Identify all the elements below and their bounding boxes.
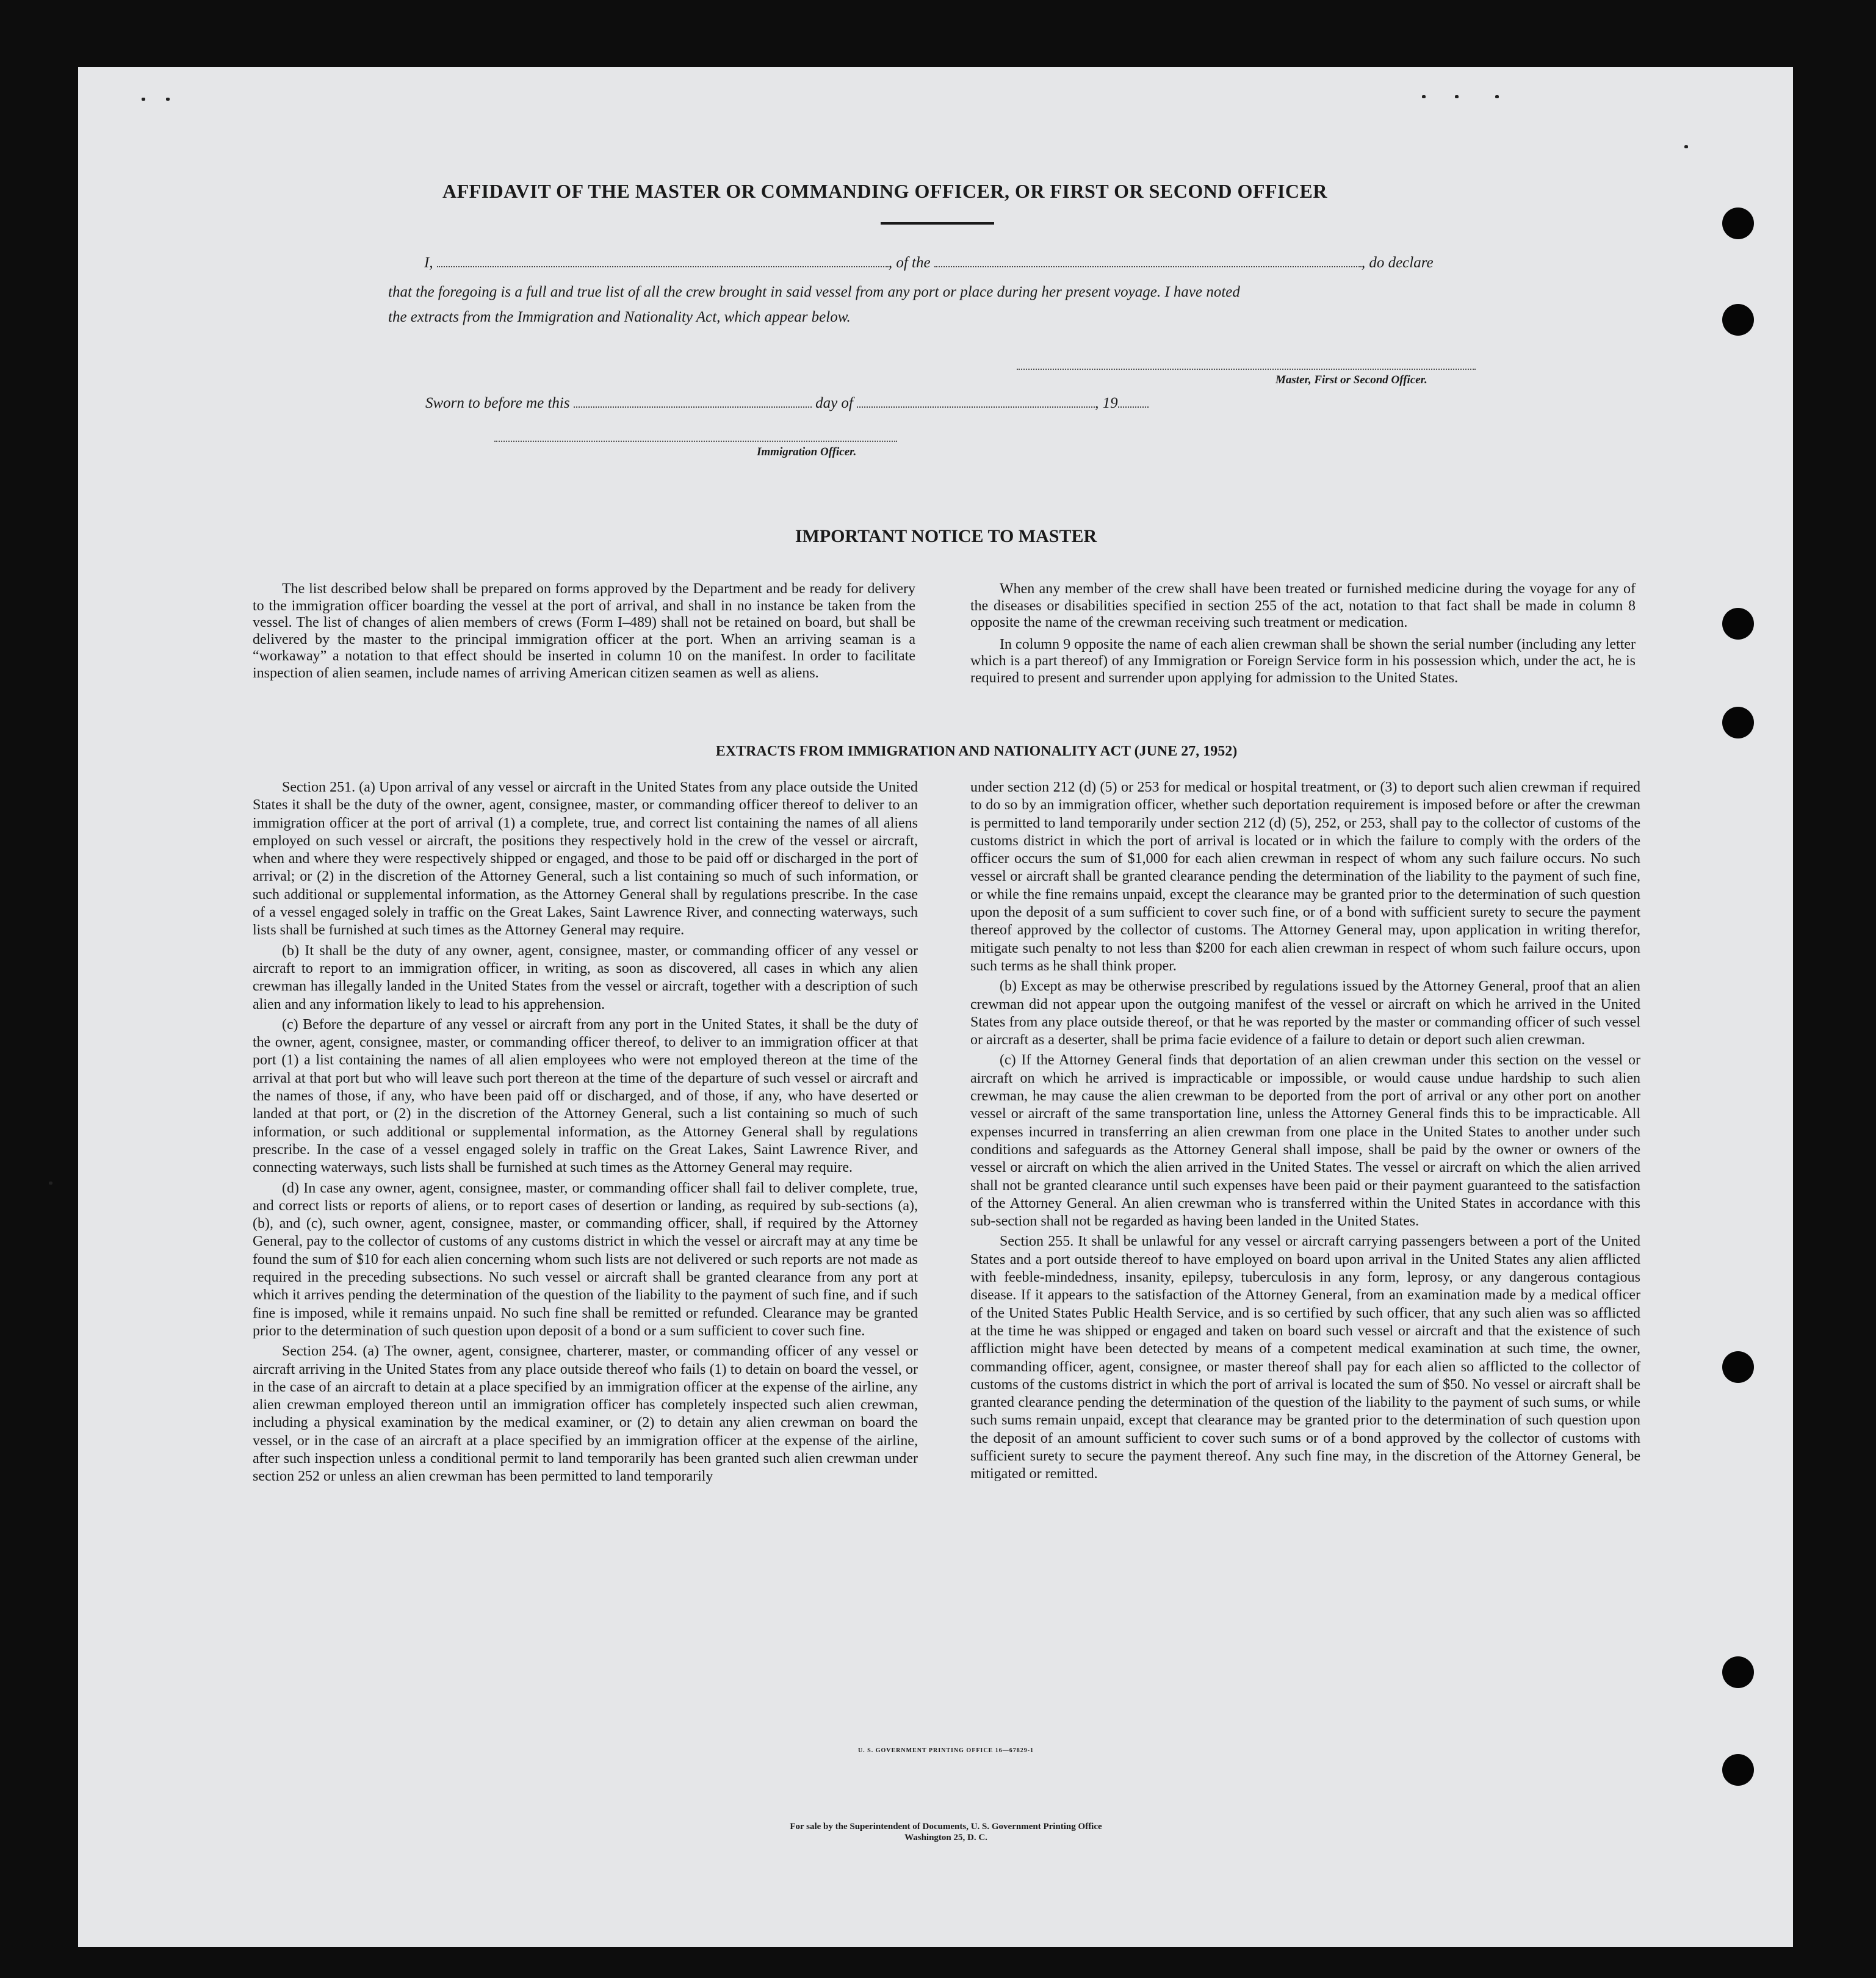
- speck: [1495, 95, 1499, 98]
- binder-hole: [1722, 1754, 1754, 1786]
- footer-line: For sale by the Superintendent of Documents, U. S. Government Printing Office: [790, 1822, 1102, 1832]
- speck: [49, 1182, 52, 1185]
- extract-paragraph: (c) Before the departure of any vessel or aircraft from any port in the United States, it shall be the duty of the owner, agent, consignee, master, or commanding officer thereof, to deliver to an immigration officer at that port (1) a list containing the names of all alien employees who were not employed thereon at the time of the arrival at that port but who will leave such port thereon at the time of the departure of such vessel or aircraft and the names of those, if any, who have been paid off or discharged, and of those, if any, who have deserted or landed at that port, or (2) in the discretion of the Attorney General, such a list containing so much of such information, or such additional or supplemental information, as the Attorney General shall by regulations prescribe. In the case of a vessel engaged solely in traffic on the Great Lakes, Saint Lawrence River, and connecting waterways, such lists shall be furnished at such times as the Attorney General may require.: [253, 1016, 918, 1176]
- extract-paragraph: (d) In case any owner, agent, consignee, master, or commanding officer shall fail to deliver complete, true, and correct lists or reports of aliens, or to report cases of desertion or landing, as required by sub-sections (a), (b), and (c), such owner, agent, consignee, master, or commanding officer, shall, if required by the Attorney General, pay to the collector of customs of any customs district in which the vessel or aircraft may at any time be found the sum of $10 for each alien concerning whom such lists are not delivered or such reports are not made as required in the preceding subsections. No such vessel or aircraft shall be granted clearance from any port at which it arrives pending the determination of the question of the liability to the payment of such fine, and if such fine is imposed, while it remains unpaid. No such fine shall be remitted or refunded. Clearance may be granted prior to the determination of such question upon deposit of a bond or a sum sufficient to cover such fine.: [253, 1180, 918, 1339]
- extracts-left-column: [253, 779, 918, 1489]
- footer: [671, 1821, 1221, 1843]
- sworn-label: Sworn to before me this: [425, 395, 570, 411]
- extracts-right-column: [970, 779, 1640, 1486]
- extract-paragraph: (b) It shall be the duty of any owner, agent, consignee, master, or commanding officer of any vessel or aircraft to report to an immigration officer, in writing, as soon as discovered, all cases in which any alien crewman has illegally landed in the United States from the vessel or aircraft, together with a description of such alien and any information likely to lead to his apprehension.: [253, 942, 918, 1012]
- extract-paragraph: Section 254. (a) The owner, agent, consignee, charterer, master, or commanding officer of any vessel or aircraft arriving in the United States from any place outside thereof who fails (1) to detain on board the vessel, or in the case of an aircraft to detain at a place specified by an immigration officer at the expense of the airline, any alien crewman employed thereon until an immigration officer has completely inspected such alien crewman, including a physical examination by the medical examiner, or (2) to detain any alien crewman on board the vessel, or in the case of an aircraft at a place specified by an immigration officer at the expense of the airline, after such inspection unless a conditional permit to land temporarily has been granted such alien crewman under section 252 or unless an alien crewman has been permitted to land temporarily: [253, 1343, 918, 1485]
- master-signature-label: Master, First or Second Officer.: [1275, 374, 1427, 386]
- affidavit-i-label: I,: [424, 254, 433, 271]
- footer-line: Washington 25, D. C.: [904, 1833, 987, 1843]
- extract-paragraph: Section 251. (a) Upon arrival of any vessel or aircraft in the United States from any place outside the United States it shall be the duty of the owner, agent, consignee, master, or commanding officer thereof to deliver to an immigration officer at the port of arrival (1) a complete, true, and correct list containing the names of all aliens employed on such vessel or aircraft, the positions they respectively hold in the crew of the vessel or aircraft, when and where they were respectively shipped or engaged, and those to be paid off or discharged in the port of arrival; or (2) in the discretion of the Attorney General, such a list containing so much of such information, or such additional or supplemental information, as the Attorney General shall by regulations prescribe. In the case of a vessel engaged solely in traffic on the Great Lakes, Saint Lawrence River, and connecting waterways, such lists shall be furnished at such times as the Attorney General may require.: [253, 779, 918, 939]
- printer-imprint: U. S. GOVERNMENT PRINTING OFFICE 16—67829-1: [857, 1747, 1034, 1754]
- name-field[interactable]: [437, 254, 889, 267]
- notice-right-column: [970, 581, 1636, 691]
- speck: [1455, 95, 1459, 98]
- affidavit-declaration-line: [424, 254, 1434, 272]
- declare-label: , do declare: [1361, 254, 1434, 271]
- of-the-label: , of the: [888, 254, 931, 271]
- sworn-month-field[interactable]: [857, 394, 1095, 408]
- extracts-title: EXTRACTS FROM IMMIGRATION AND NATIONALITY ACT (JUNE 27, 1952): [715, 743, 1238, 759]
- affidavit-text-line: the extracts from the Immigration and Nationality Act, which appear below.: [388, 309, 851, 325]
- notice-paragraph: The list described below shall be prepared on forms approved by the Department and be ready for delivery to the immigration officer boarding the vessel at the port of arrival, and shall in no instance be taken from the vessel. The list of changes of alien members of crews (Form I–489) shall not be retained on board, but shall be delivered by the master to the principal immigration officer at the port. When an arriving seaman is a “workaway” a notation to that effect should be inserted in column 10 on the manifest. In order to facilitate inspection of alien seamen, include names of arriving American citizen seamen as well as aliens.: [253, 581, 915, 681]
- officer-signature-line[interactable]: [494, 441, 897, 442]
- sworn-line: [425, 394, 1149, 412]
- sworn-date-field[interactable]: [574, 394, 812, 408]
- notice-left-column: [253, 581, 915, 687]
- speck: [1684, 145, 1688, 148]
- extract-paragraph: Section 255. It shall be unlawful for any vessel or aircraft carrying passengers between a port of the United States and a port outside thereof to have employed on board upon arrival in the United States any alien afflicted with feeble-mindedness, insanity, epilepsy, tuberculosis in any form, leprosy, or any dangerous contagious disease. If it appears to the satisfaction of the Attorney General, from an examination made by a medical officer of the United States Public Health Service, and is so certified by such officer, that any such alien was so afflicted at the time he was shipped or engaged and taken on board such vessel or aircraft and that the existence of such affliction might have been detected by means of a competent medical examination at such time, the owner, commanding officer, agent, consignee, or master thereof shall pay for each alien so afflicted to the collector of customs of the customs district in which the port of arrival is located the sum of $50. No vessel or aircraft shall be granted clearance pending the determination of the question of the liability to the payment of such sums, or while such sums remain unpaid, except that clearance may be granted prior to the determination of such question upon the deposit of an amount sufficient to cover such sums or of a bond approved by the collector of customs with sufficient surety to secure the payment thereof. Any such fine may, in the discretion of the Attorney General, be mitigated or remitted.: [970, 1233, 1640, 1482]
- affidavit-text-line: that the foregoing is a full and true list of all the crew brought in said vessel from any port or place during her present voyage. I have noted: [388, 284, 1240, 300]
- officer-signature-label: Immigration Officer.: [757, 446, 857, 458]
- day-of-label: day of: [815, 395, 853, 411]
- speck: [1422, 95, 1426, 98]
- binder-hole: [1722, 1656, 1754, 1688]
- sworn-year-field[interactable]: [1118, 394, 1149, 408]
- speck: [166, 98, 170, 101]
- extract-paragraph: (b) Except as may be otherwise prescribed by regulations issued by the Attorney General, proof that an alien crewman did not appear upon the outgoing manifest of the vessel or aircraft on which he arrived in the United States from any place outside thereof, or that he was reported by the master or commanding officer of such vessel or aircraft as a deserter, shall be prima facie evidence of a failure to detain or deport such alien crewman.: [970, 978, 1640, 1049]
- vessel-field[interactable]: [934, 254, 1362, 267]
- year-label: , 19: [1095, 395, 1118, 411]
- title-rule: [881, 222, 994, 225]
- master-signature-line[interactable]: [1017, 369, 1476, 370]
- binder-hole: [1722, 1351, 1754, 1383]
- affidavit-title: AFFIDAVIT OF THE MASTER OR COMMANDING OFFICER, OR FIRST OR SECOND OFFICER: [442, 180, 1327, 202]
- notice-paragraph: When any member of the crew shall have been treated or furnished medicine during the voyage for any of the diseases or disabilities specified in section 255 of the act, notation to that fact shall be made in column 8 opposite the name of the crewman receiving such treatment or medication.: [970, 581, 1636, 630]
- speck: [142, 98, 145, 101]
- notice-title: IMPORTANT NOTICE TO MASTER: [795, 526, 1097, 546]
- extract-paragraph: under section 212 (d) (5) or 253 for medical or hospital treatment, or (3) to deport such alien crewman if required to do so by an immigration officer, whether such deportation requirement is imposed before or after the crewman is permitted to land temporarily under section 212 (d) (5), 252, or 253, shall pay to the collector of customs of the customs district in which the port of arrival is located or in which the failure to comply with the orders of the officer occurs the sum of $1,000 for each alien crewman in respect of whom any such failure occurs. No such vessel or aircraft shall be granted clearance pending the determination of the liability to the payment of such fine, or while the fine remains unpaid, except the clearance may be granted prior to the determination of such question upon the deposit of a sum sufficient to cover such fine, or of a bond with sufficient surety to secure the payment thereof approved by the collector of customs. The Attorney General may, upon application in writing therefor, mitigate such penalty to not less than $200 for each alien crewman in respect of whom such failure occurs, upon such terms as he shall think proper.: [970, 779, 1640, 974]
- extract-paragraph: (c) If the Attorney General finds that deportation of an alien crewman under this section on the vessel or aircraft on which he arrived is impracticable or impossible, or would cause undue hardship to such alien crewman, he may cause the alien crewman to be deported from the port of arrival or any other port on another vessel or aircraft of the same transportation line, unless the Attorney General finds this to be impracticable. All expenses incurred in transferring an alien crewman from one place in the United States to another under such conditions and safeguards as the Attorney General shall impose, shall be paid by the owner or owners of the vessel or aircraft on which the alien arrived in the United States. The vessel or aircraft on which the alien arrived shall not be granted clearance until such expenses have been paid or their payment guaranteed to the satisfaction of the Attorney General. An alien crewman who is transferred within the United States in accordance with this sub-section shall not be regarded as having been landed in the United States.: [970, 1052, 1640, 1230]
- binder-hole: [1722, 608, 1754, 640]
- binder-hole: [1722, 304, 1754, 336]
- binder-hole: [1722, 208, 1754, 239]
- notice-paragraph: In column 9 opposite the name of each alien crewman shall be shown the serial number (including any letter which is a part thereof) of any Immigration or Foreign Service form in his possession which, under the act, he is required to present and surrender upon applying for admission to the United States.: [970, 636, 1636, 686]
- binder-hole: [1722, 707, 1754, 738]
